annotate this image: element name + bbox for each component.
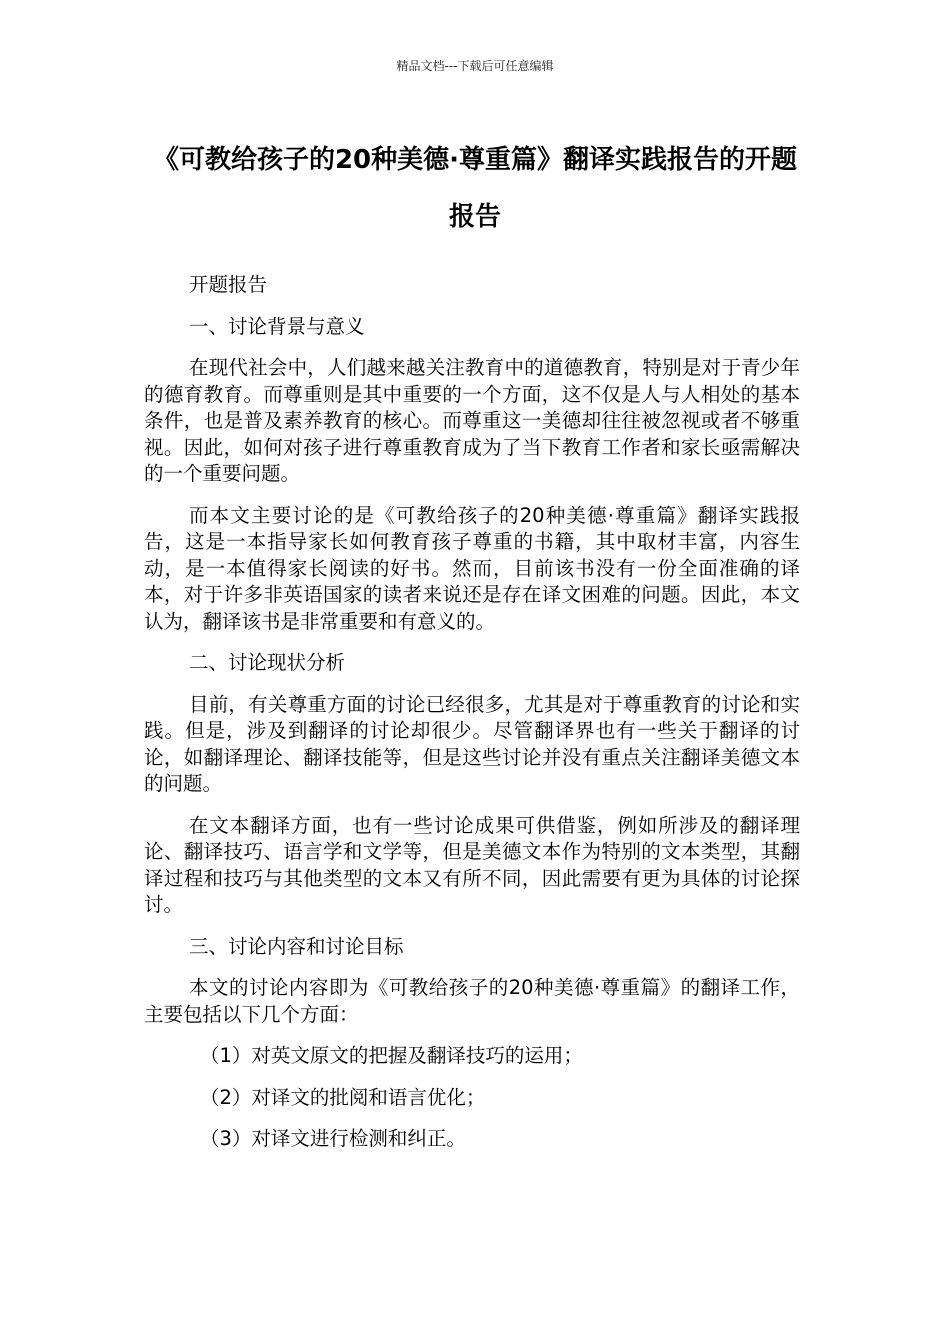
- body-paragraph: 而本文主要讨论的是《可教给孩子的20种美德·尊重篇》翻译实践报告，这是一本指导家长如何教育孩子尊重的书籍，其中取材丰富，内容生动，是一本值得家长阅读的好书。然而，目前该书没有一份全面准确的译本，对于许多非英语国家的读者来说还是存在译文困难的问题。因此，本文认为，翻译该书是非常重要和有意义的。: [144, 503, 800, 633]
- page-header-watermark: 精品文档---下载后可任意编辑: [396, 59, 554, 73]
- section-heading: 三、讨论内容和讨论目标: [189, 934, 404, 958]
- list-item: （1）对英文原文的把握及翻译技巧的运用；: [200, 1044, 583, 1067]
- section-heading: 一、讨论背景与意义: [189, 314, 365, 338]
- list-item: （2）对译文的批阅和语言优化；: [200, 1085, 486, 1109]
- section-label: 开题报告: [189, 273, 268, 296]
- body-paragraph: 本文的讨论内容即为《可教给孩子的20种美德·尊重篇》的翻译工作，主要包括以下几个方面：: [144, 976, 800, 1026]
- body-paragraph: 在文本翻译方面，也有一些讨论成果可供借鉴，例如所涉及的翻译理论、翻译技巧、语言学和文学等，但是美德文本作为特别的文本类型，其翻译过程和技巧与其他类型的文本又有所不同，因此需要有更为具体的讨论探讨。: [144, 813, 800, 916]
- body-paragraph: 目前，有关尊重方面的讨论已经很多，尤其是对于尊重教育的讨论和实践。但是，涉及到翻译的讨论却很少。尽管翻译界也有一些关于翻译的讨论，如翻译理论、翻译技能等，但是这些讨论并没有重点关注翻译美德文本的问题。: [144, 692, 800, 795]
- section-heading: 二、讨论现状分析: [189, 651, 346, 674]
- body-paragraph: 在现代社会中，人们越来越关注教育中的道德教育，特别是对于青少年的德育教育。而尊重则是其中重要的一个方面，这不仅是人与人相处的基本条件，也是普及素养教育的核心。而尊重这一美德却往往被忽视或者不够重视。因此，如何对孩子进行尊重教育成为了当下教育工作者和家长亟需解决的一个重要问题。: [144, 356, 800, 485]
- document-title: 《可教给孩子的20种美德·尊重篇》翻译实践报告的开题报告: [152, 145, 798, 232]
- document-body: [144, 272, 800, 1168]
- list-item: （3）对译文进行检测和纠正。: [200, 1127, 466, 1150]
